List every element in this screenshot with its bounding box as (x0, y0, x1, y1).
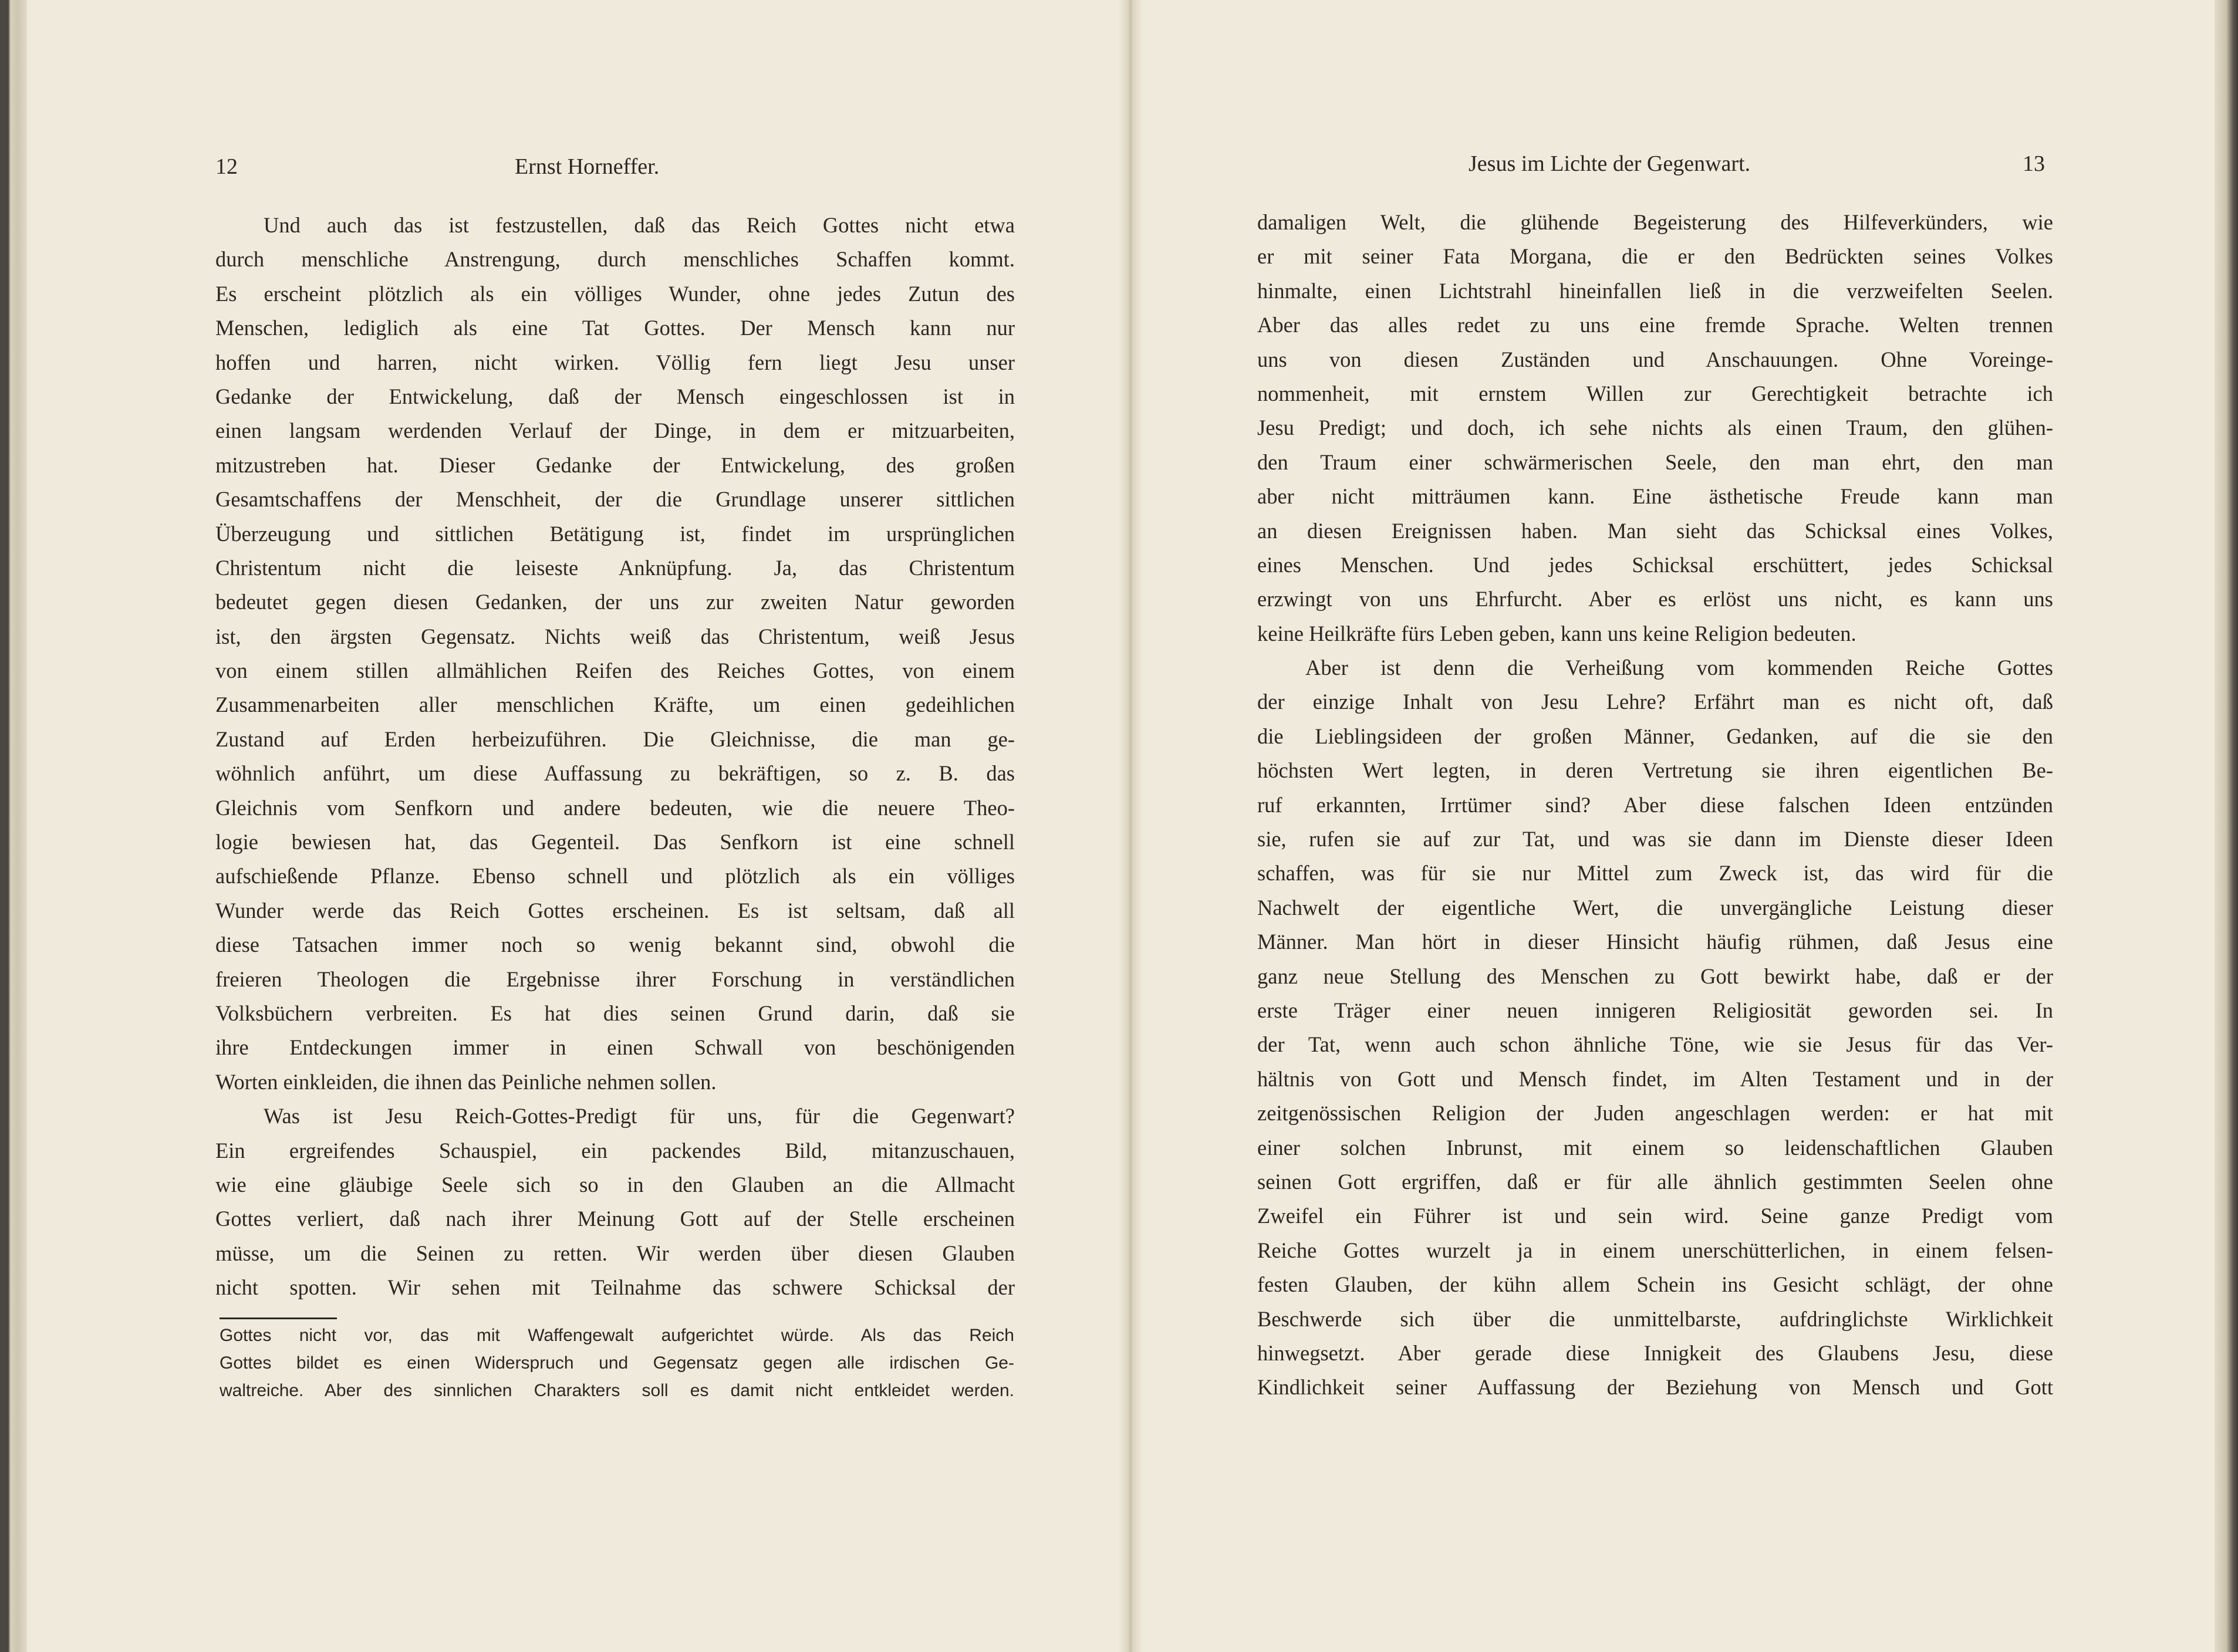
text-line: Beschwerde sich über die unmittelbarste, aufdringlichste Wirklichkeit (1257, 1306, 2053, 1331)
text-line: durch menschliche Anstrengung, durch menschliches Schaffen kommt. (215, 247, 1015, 272)
text-line: einen langsam werdenden Verlauf der Dinge, in dem er mitzuarbeiten, (215, 418, 1015, 443)
text-line: uns von diesen Zuständen und Anschauungen. Ohne Voreinge- (1257, 347, 2053, 371)
text-line: nicht spotten. Wir sehen mit Teilnahme das schwere Schicksal der (215, 1275, 1015, 1300)
text-line: Volksbüchern verbreiten. Es hat dies seinen Grund darin, daß sie (215, 1001, 1015, 1025)
text-line: müsse, um die Seinen zu retten. Wir werden über diesen Glauben (215, 1241, 1015, 1265)
page-number-left: 12 (215, 154, 238, 179)
text-line: sie, rufen sie auf zur Tat, und was sie dann im Dienste dieser Ideen (1257, 827, 2053, 852)
text-line: Zweifel ein Führer ist und sein wird. Seine ganze Predigt vom (1257, 1204, 2053, 1228)
text-line: mitzustreben hat. Dieser Gedanke der Entwickelung, des großen (215, 452, 1015, 477)
text-line: Überzeugung und sittlichen Betätigung ist, findet im ursprünglichen (215, 521, 1015, 546)
footnote (220, 1322, 1014, 1404)
text-line: hinwegsetzt. Aber gerade diese Innigkeit des Glaubens Jesu, diese (1257, 1340, 2053, 1365)
text-line: schaffen, was für sie nur Mittel zum Zweck ist, das wird für die (1257, 861, 2053, 886)
text-line: Gesamtschaffens der Menschheit, der die Grundlage unserer sittlichen (215, 487, 1015, 512)
text-line: Gedanke der Entwickelung, daß der Mensch eingeschlossen ist in (215, 384, 1015, 408)
text-line: Aber das alles redet zu uns eine fremde Sprache. Welten trennen (1257, 313, 2053, 337)
running-head-left: Ernst Horneffer. (515, 154, 660, 179)
text-line: hoffen und harren, nicht wirken. Völlig fern liegt Jesu unser (215, 350, 1015, 374)
text-line: erste Träger einer neuen innigeren Religiosität geworden sei. In (1257, 998, 2053, 1022)
text-line: die Lieblingsideen der großen Männer, Gedanken, auf die sie den (1257, 724, 2053, 748)
text-line: ganz neue Stellung des Menschen zu Gott bewirkt habe, daß er der (1257, 964, 2053, 988)
text-line: der einzige Inhalt von Jesu Lehre? Erfährt man es nicht oft, daß (1257, 690, 2053, 714)
text-line: Männer. Man hört in dieser Hinsicht häufig rühmen, daß Jesus eine (1257, 930, 2053, 954)
text-line: Christentum nicht die leiseste Anknüpfung. Ja, das Christentum (215, 555, 1015, 580)
text-line: ruf erkannten, Irrtümer sind? Aber diese falschen Ideen entzünden (1257, 792, 2053, 817)
text-line: hältnis von Gott und Mensch findet, im Alten Testament und in der (1257, 1066, 2053, 1091)
text-line: Aber ist denn die Verheißung vom kommenden Reiche Gottes (1305, 656, 2053, 680)
text-line: von einem stillen allmählichen Reifen des Reiches Gottes, von einem (215, 658, 1015, 683)
text-line: keine Heilkräfte fürs Leben geben, kann uns keine Religion bedeuten. (1257, 621, 1856, 646)
footnote-line: Gottes nicht vor, das mit Waffengewalt aufgerichtet würde. Als das Reich (220, 1326, 1014, 1345)
text-line: aufschießende Pflanze. Ebenso schnell und plötzlich als ein völliges (215, 864, 1015, 889)
text-line: er mit seiner Fata Morgana, die er den Bedrückten seines Volkes (1257, 244, 2053, 269)
text-line: damaligen Welt, die glühende Begeisterung des Hilfeverkünders, wie (1257, 210, 2053, 234)
text-line: Gottes verliert, daß nach ihrer Meinung Gott auf der Stelle erscheinen (215, 1207, 1015, 1231)
text-line: Menschen, lediglich als eine Tat Gottes. Der Mensch kann nur (215, 316, 1015, 340)
book-edge-left (0, 0, 27, 1652)
text-line: Nachwelt der eigentliche Wert, die unvergängliche Leistung dieser (1257, 895, 2053, 920)
text-line: Zustand auf Erden herbeizuführen. Die Gleichnisse, die man ge- (215, 727, 1015, 751)
text-line: Reiche Gottes wurzelt ja in einem unerschütterlichen, in einem felsen- (1257, 1238, 2053, 1262)
text-line: nommenheit, mit ernstem Willen zur Gerechtigkeit betrachte ich (1257, 381, 2053, 406)
text-line: an diesen Ereignissen haben. Man sieht das Schicksal eines Volkes, (1257, 518, 2053, 543)
book-gutter (1118, 0, 1143, 1652)
text-line: den Traum einer schwärmerischen Seele, den man ehrt, den man (1257, 450, 2053, 474)
left-body-text (215, 208, 1015, 1305)
footnote-line: Gottes bildet es einen Widerspruch und Gegensatz gegen alle irdischen Ge- (220, 1353, 1014, 1373)
text-line: wie eine gläubige Seele sich so in den Glauben an die Allmacht (215, 1172, 1015, 1197)
text-line: Es erscheint plötzlich als ein völliges Wunder, ohne jedes Zutun des (215, 281, 1015, 306)
text-line: Zusammenarbeiten aller menschlichen Kräfte, um einen gedeihlichen (215, 692, 1015, 717)
text-line: Jesu Predigt; und doch, ich sehe nichts als einen Traum, den glühen- (1257, 415, 2053, 440)
right-body-text (1257, 205, 2053, 1405)
text-line: Gleichnis vom Senfkorn und andere bedeuten, wie die neuere Theo- (215, 795, 1015, 820)
text-line: einer solchen Inbrunst, mit einem so leidenschaftlichen Glauben (1257, 1135, 2053, 1160)
footnote-rule (220, 1317, 337, 1319)
book-edge-right (2215, 0, 2238, 1652)
text-line: der Tat, wenn auch schon ähnliche Töne, wie sie Jesus für das Ver- (1257, 1032, 2053, 1057)
text-line: aber nicht mitträumen kann. Eine ästhetische Freude kann man (1257, 484, 2053, 509)
text-line: zeitgenössischen Religion der Juden angeschlagen werden: er hat mit (1257, 1101, 2053, 1126)
text-line: eines Menschen. Und jedes Schicksal erschüttert, jedes Schicksal (1257, 552, 2053, 577)
text-line: ist, den ärgsten Gegensatz. Nichts weiß das Christentum, weiß Jesus (215, 624, 1015, 648)
text-line: wöhnlich anführt, um diese Auffassung zu bekräftigen, so z. B. das (215, 761, 1015, 786)
text-line: festen Glauben, der kühn allem Schein ins Gesicht schlägt, der ohne (1257, 1272, 2053, 1297)
text-line: Kindlichkeit seiner Auffassung der Beziehung von Mensch und Gott (1257, 1375, 2053, 1400)
footnote-line: waltreiche. Aber des sinnlichen Charakters soll es damit nicht entkleidet werden. (220, 1381, 1014, 1400)
running-head-right: Jesus im Lichte der Gegenwart. (1469, 151, 1751, 176)
text-line: höchsten Wert legten, in deren Vertretung sie ihren eigentlichen Be- (1257, 758, 2053, 783)
text-line: erzwingt von uns Ehrfurcht. Aber es erlöst uns nicht, es kann uns (1257, 587, 2053, 612)
text-line: ihre Entdeckungen immer in einen Schwall von beschönigenden (215, 1035, 1015, 1060)
text-line: diese Tatsachen immer noch so wenig bekannt sind, obwohl die (215, 933, 1015, 957)
text-line: Ein ergreifendes Schauspiel, ein packendes Bild, mitanzuschauen, (215, 1138, 1015, 1163)
text-line: freieren Theologen die Ergebnisse ihrer Forschung in verständlichen (215, 967, 1015, 991)
text-line: bedeutet gegen diesen Gedanken, der uns zur zweiten Natur geworden (215, 590, 1015, 614)
text-line: seinen Gott ergriffen, daß er für alle ähnlich gestimmten Seelen ohne (1257, 1169, 2053, 1194)
text-line: logie bewiesen hat, das Gegenteil. Das Senfkorn ist eine schnell (215, 830, 1015, 854)
text-line: Und auch das ist festzustellen, daß das Reich Gottes nicht etwa (264, 213, 1015, 237)
text-line: hinmalte, einen Lichtstrahl hineinfallen ließ in die verzweifelten Seelen. (1257, 278, 2053, 303)
page-number-right: 13 (2023, 151, 2045, 176)
text-line: Wunder werde das Reich Gottes erscheinen. Es ist seltsam, daß all (215, 898, 1015, 923)
text-line: Worten einkleiden, die ihnen das Peinliche nehmen sollen. (215, 1069, 717, 1094)
text-line: Was ist Jesu Reich-Gottes-Predigt für uns, für die Gegenwart? (264, 1104, 1015, 1129)
